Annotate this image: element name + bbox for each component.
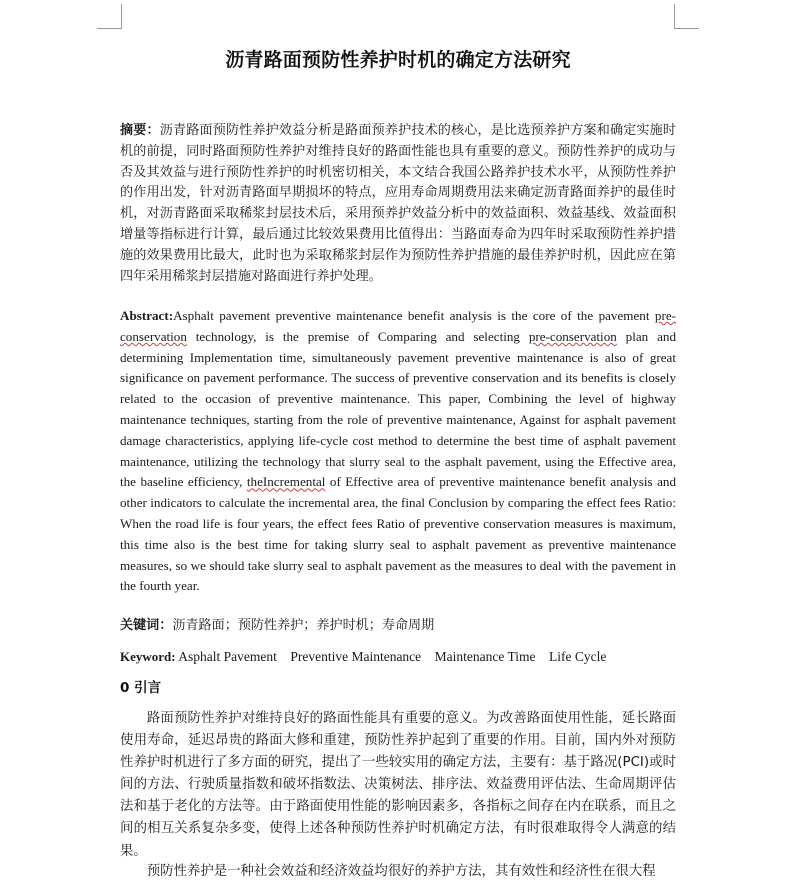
keywords-english: [120, 647, 676, 667]
abstract-english: [120, 306, 676, 597]
keywords-text-en: Asphalt Pavement Preventive Maintenance Maintenance Time Life Cycle: [175, 649, 607, 664]
keywords-label: 关键词：: [120, 618, 173, 633]
abstract-text-part: plan and determining Implementation time, simultaneously pavement preventive maintenance is also of great significance on pavement performance. The success of preventive conservation and its benefits is closely related to the occasion of preventive maintenance. This paper, Combining the level of highway maintenance techniques, starting from the role of preventive maintenance, Against for asphalt pavement damage characteristics, applying life-cycle cost method to determine the best time of asphalt pavement maintenance, utilizing the technology that slurry seal to the asphalt pavement, using the Effective area, the baseline efficiency,: [120, 328, 676, 490]
abstract-label-en: Abstract:: [120, 308, 174, 323]
keywords-chinese: [120, 616, 676, 636]
abstract-label: 摘要：: [120, 123, 160, 138]
spellcheck-word: pre-conservation: [528, 328, 617, 344]
spellcheck-word: theIncremental: [246, 474, 326, 490]
abstract-text-part: Asphalt pavement preventive maintenance benefit analysis is the core of the pavement: [173, 308, 655, 323]
keywords-label-en: Keyword:: [120, 649, 176, 664]
abstract-text-part: technology, is the premise of Comparing and selecting: [186, 328, 529, 344]
spellcheck-word: pre-conservation: [120, 308, 676, 344]
body-paragraph: 路面预防性养护对维持良好的路面性能具有重要的意义。为改善路面使用性能，延长路面使用寿命，延迟昂贵的路面大修和重建，预防性养护起到了重要的作用。目前，国内外对预防性养护时机进行了多方面的研究，提出了一些较实用的确定方法，主要有：基于路况(PCI)或时间的方法、行驶质量指数和破坏指数法、决策树法、排序法、效益费用评估法、生命周期评估法和基于老化的方法等。由于路面使用性能的影响因素多，各指标之间存在内在联系，而且之间的相互关系复杂多变，使得上述各种预防性养护时机确定方法，有时很难取得令人满意的结果。: [120, 711, 676, 859]
body-paragraph: 预防性养护是一种社会效益和经济效益均很好的养护方法，其有效性和经济性在很大程: [146, 864, 656, 879]
paper-title: 沥青路面预防性养护时机的确定方法研究: [225, 49, 571, 71]
abstract-text-part: of Effective area of preventive maintenance benefit analysis and other indicators to calculate the incremental area, the final Conclusion by comparing the effect fees Ratio: When the road life is four years, the effect fees Ratio of preventive conservation measures is maximum, this time also is the best time for taking slurry seal to asphalt pavement as preventive maintenance measures, so we should take slurry seal to asphalt pavement as the measures to deal with the pavement in the fourth year.: [120, 474, 677, 594]
abstract-chinese: [120, 121, 676, 287]
keywords-text: 沥青路面；预防性养护；养护时机；寿命周期: [172, 618, 435, 633]
section-heading: 0 引言: [120, 680, 162, 696]
crop-mark-top-right: [674, 28, 699, 29]
crop-mark-top-right: [674, 4, 675, 28]
abstract-chinese-text: 沥青路面预防性养护效益分析是路面预养护技术的核心，是比选预养护方案和确定实施时机的前提，同时路面预防性养护对维持良好的路面性能也具有重要的意义。预防性养护的成功与否及其效益与进行预防性养护的时机密切相关，本文结合我国公路养护技术水平，从预防性养护的作用出发，针对沥青路面早期损坏的特点，应用寿命周期费用法来确定沥青路面养护的最佳时机，对沥青路面采取稀浆封层技术后，采用预养护效益分析中的效益面积、效益基线、效益面积增量等指标进行计算，最后通过比较效果费用比值得出：当路面寿命为四年时采取预防性养护措施的效果费用比最大，此时也为采取稀浆封层作为预防性养护措施的最佳养护时机，因此应在第四年采用稀浆封层措施对路面进行养护处理。: [120, 123, 677, 284]
crop-mark-top-left: [97, 28, 122, 29]
crop-mark-top-left: [121, 4, 122, 28]
